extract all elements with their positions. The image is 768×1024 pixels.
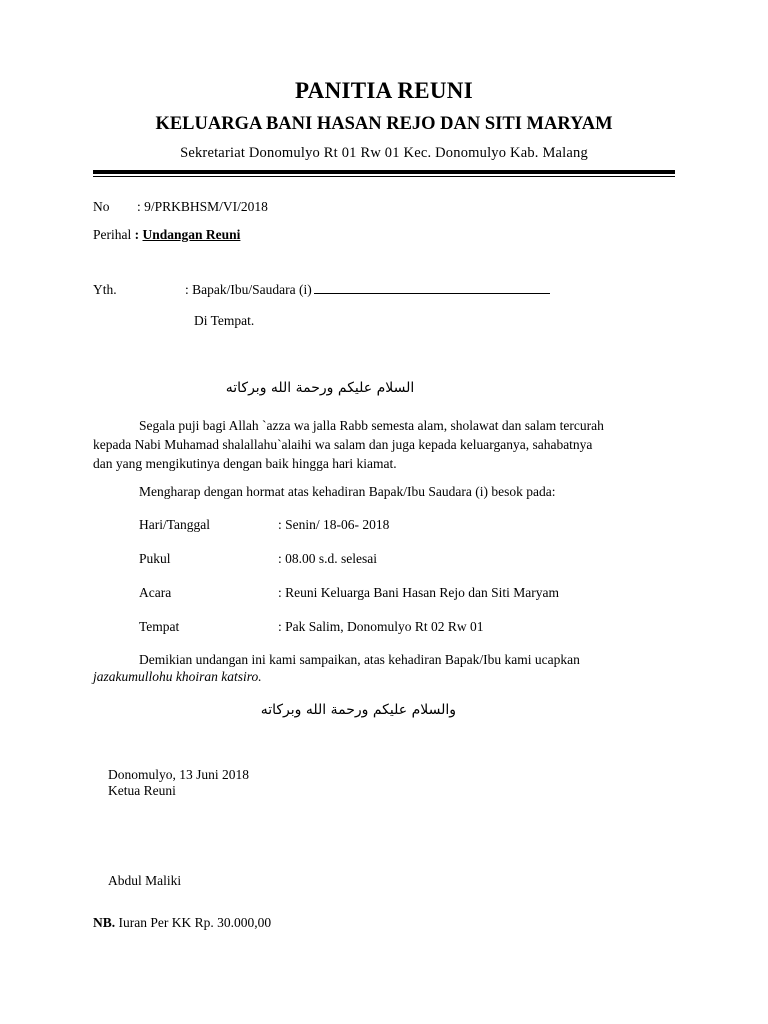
signature-place-date: Donomulyo, 13 Juni 2018 — [108, 767, 250, 782]
closing-line2: jazakumullohu khoiran katsiro. — [93, 669, 262, 684]
signature-name: Abdul Maliki — [108, 873, 182, 888]
body-para1-line1: Segala puji bagi Allah `azza wa jalla Rabb semesta alam, sholawat dan salam tercurah — [139, 418, 604, 433]
note — [93, 915, 271, 931]
perihal-value: Undangan Reuni — [142, 227, 241, 242]
no-value: : 9/PRKBHSM/VI/2018 — [137, 199, 268, 214]
di-tempat: Di Tempat. — [194, 313, 255, 328]
detail-value-acara: : Reuni Keluarga Bani Hasan Rejo dan Siti Maryam — [278, 585, 559, 600]
header-divider-thick — [93, 170, 675, 174]
header-divider-thin — [93, 176, 675, 177]
body-para1-line3: dan yang mengikutinya dengan baik hingga hari kiamat. — [93, 456, 397, 471]
closing-line1: Demikian undangan ini kami sampaikan, atas kehadiran Bapak/Ibu kami ucapkan — [139, 652, 580, 667]
salam-opening: السلام عليكم ورحمة الله وبركاته — [225, 380, 415, 396]
detail-label-pukul: Pukul — [139, 551, 171, 566]
note-text: Iuran Per KK Rp. 30.000,00 — [115, 915, 272, 930]
detail-label-acara: Acara — [139, 585, 172, 600]
yth-value: : Bapak/Ibu/Saudara (i) — [185, 282, 312, 297]
signature-role: Ketua Reuni — [108, 783, 176, 798]
detail-value-pukul: : 08.00 s.d. selesai — [278, 551, 377, 566]
recipient-blank-line — [314, 283, 550, 294]
perihal-label-text: Perihal — [93, 227, 132, 242]
body-para1-line2: kepada Nabi Muhamad shalallahu`alaihi wa salam dan juga kepada keluarganya, sahabatnya — [93, 437, 593, 452]
note-label: NB. — [93, 915, 116, 930]
yth-label: Yth. — [93, 282, 117, 297]
detail-label-tempat: Tempat — [139, 619, 180, 634]
letter-title: PANITIA REUNI — [295, 78, 473, 103]
yth-recipient — [185, 282, 550, 298]
letter-address: Sekretariat Donomulyo Rt 01 Rw 01 Kec. Donomulyo Kab. Malang — [180, 145, 588, 161]
perihal-colon: : — [134, 227, 140, 242]
detail-label-hari: Hari/Tanggal — [139, 517, 211, 532]
detail-value-hari: : Senin/ 18-06- 2018 — [278, 517, 390, 532]
no-label: No — [93, 199, 110, 214]
salam-closing: والسلام عليكم ورحمة الله وبركاته — [260, 702, 456, 718]
detail-value-tempat: : Pak Salim, Donomulyo Rt 02 Rw 01 — [278, 619, 484, 634]
perihal-label — [93, 227, 240, 243]
letter-subtitle: KELUARGA BANI HASAN REJO DAN SITI MARYAM — [155, 114, 613, 134]
body-para2: Mengharap dengan hormat atas kehadiran Bapak/Ibu Saudara (i) besok pada: — [139, 484, 556, 499]
